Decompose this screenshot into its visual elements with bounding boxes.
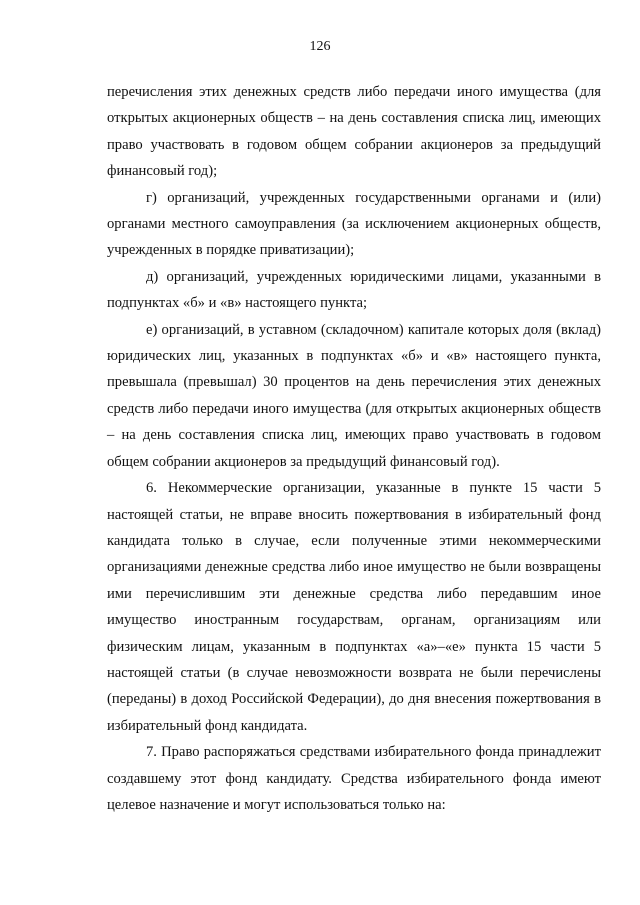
document-body	[107, 79, 601, 818]
paragraph-item-e: е) организаций, в уставном (складочном) капитале которых доля (вклад) юридических лиц, указанных в подпунктах «б» и «в» настоящего пункта, превышала (превышал) 30 процентов на день перечисления этих денежных средств либо передачи иного имущества (для открытых акционерных обществ – на день составления списка лиц, имеющих право участвовать в годовом общем собрании акционеров за предыдущий финансовый год).	[107, 321, 601, 470]
paragraph-clause-6: 6. Некоммерческие организации, указанные в пункте 15 части 5 настоящей статьи, не вправе вносить пожертвования в избирательный фонд кандидата только в случае, если полученные этими некоммерческими организациями денежные средства либо иное имущество не были возвращены ими перечислившим эти денежные средства либо передавшим иное имущество иностранным государствам, органам, организациям или физическим лицам, указанным в подпунктах «а»–«е» пункта 15 части 5 настоящей статьи (в случае невозможности возврата не были перечислены (переданы) в доход Российской Федерации), до дня внесения пожертвования в избирательный фонд кандидата.	[107, 480, 601, 734]
paragraph-item-d: д) организаций, учрежденных юридическими лицами, указанными в подпунктах «б» и «в» настоящего пункта;	[107, 268, 601, 312]
paragraph-clause-7: 7. Право распоряжаться средствами избирательного фонда принадлежит создавшему этот фонд кандидату. Средства избирательного фонда имеют целевое назначение и могут использоваться только на:	[107, 744, 601, 813]
paragraph-item-g: г) организаций, учрежденных государственными органами и (или) органами местного самоуправления (за исключением акционерных обществ, учрежденных в порядке приватизации);	[107, 189, 601, 259]
page-number: 126	[309, 39, 331, 54]
paragraph-continuation: перечисления этих денежных средств либо передачи иного имущества (для открытых акционерных обществ – на день составления списка лиц, имеющих право участвовать в годовом общем собрании акционеров за предыдущий финансовый год);	[107, 84, 601, 180]
